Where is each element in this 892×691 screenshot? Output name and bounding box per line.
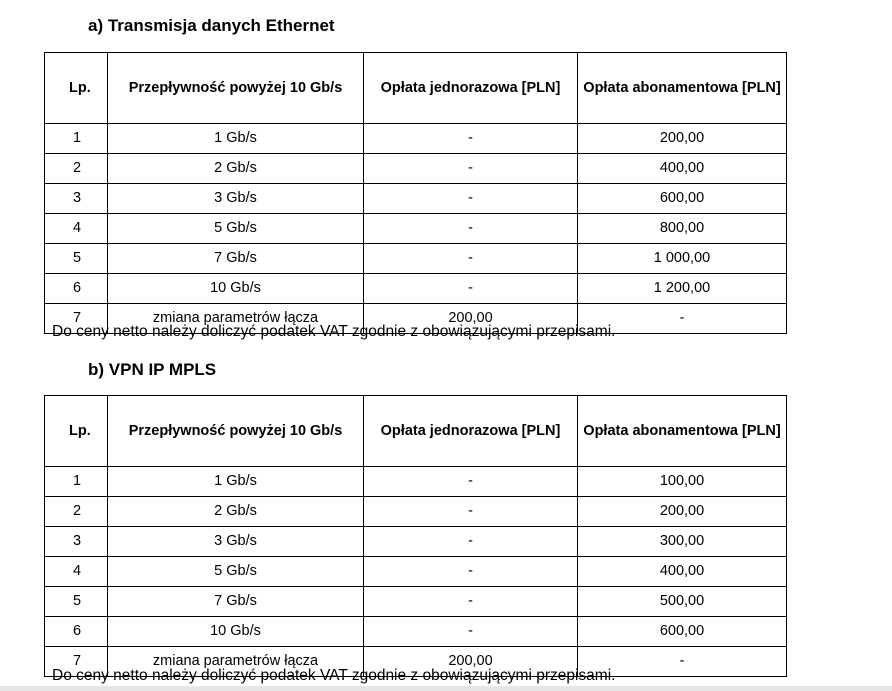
cell-one-time-fee: - xyxy=(364,467,578,497)
table-row xyxy=(45,527,787,557)
cell-lp: 7 xyxy=(45,647,108,677)
cell-speed: 7 Gb/s xyxy=(108,587,364,617)
header-speed: Przepływność powyżej 10 Gb/s xyxy=(108,53,364,124)
cell-subscription-fee: 200,00 xyxy=(578,124,787,154)
cell-lp: 1 xyxy=(45,124,108,154)
table-row xyxy=(45,154,787,184)
cell-lp: 2 xyxy=(45,154,108,184)
cell-one-time-fee: - xyxy=(364,124,578,154)
price-table-vpn xyxy=(44,395,787,677)
cell-one-time-fee: - xyxy=(364,557,578,587)
cell-one-time-fee: - xyxy=(364,587,578,617)
header-speed: Przepływność powyżej 10 Gb/s xyxy=(108,396,364,467)
table-header-row xyxy=(45,396,787,467)
header-one-time-fee: Opłata jednorazowa [PLN] xyxy=(364,53,578,124)
price-table-ethernet xyxy=(44,52,787,334)
cell-subscription-fee: 300,00 xyxy=(578,527,787,557)
cell-one-time-fee: - xyxy=(364,184,578,214)
table-row xyxy=(45,124,787,154)
table-row xyxy=(45,617,787,647)
cell-lp: 3 xyxy=(45,184,108,214)
cell-lp: 5 xyxy=(45,587,108,617)
cell-subscription-fee: 400,00 xyxy=(578,154,787,184)
cell-lp: 1 xyxy=(45,467,108,497)
cell-subscription-fee: 500,00 xyxy=(578,587,787,617)
cell-subscription-fee: 400,00 xyxy=(578,557,787,587)
header-subscription-fee: Opłata abonamentowa [PLN] xyxy=(578,396,787,467)
cell-lp: 5 xyxy=(45,244,108,274)
table-row xyxy=(45,557,787,587)
cell-speed: 3 Gb/s xyxy=(108,527,364,557)
cell-speed: 1 Gb/s xyxy=(108,467,364,497)
vat-note: Do ceny netto należy doliczyć podatek VAT zgodnie z obowiązującymi przepisami. xyxy=(52,323,616,340)
table-row xyxy=(45,274,787,304)
cell-subscription-fee: 100,00 xyxy=(578,467,787,497)
cell-subscription-fee: - xyxy=(578,304,787,334)
cell-one-time-fee: - xyxy=(364,497,578,527)
cell-speed: 7 Gb/s xyxy=(108,244,364,274)
table-row xyxy=(45,184,787,214)
cell-speed: 10 Gb/s xyxy=(108,617,364,647)
cell-subscription-fee: 1 200,00 xyxy=(578,274,787,304)
table-row xyxy=(45,214,787,244)
table-row xyxy=(45,467,787,497)
cell-lp: 7 xyxy=(45,304,108,334)
cell-subscription-fee: - xyxy=(578,647,787,677)
cell-lp: 3 xyxy=(45,527,108,557)
cell-speed: 3 Gb/s xyxy=(108,184,364,214)
cell-lp: 6 xyxy=(45,617,108,647)
cell-one-time-fee: 200,00 xyxy=(364,647,578,677)
table-header-row xyxy=(45,53,787,124)
cell-speed: 10 Gb/s xyxy=(108,274,364,304)
cell-one-time-fee: 200,00 xyxy=(364,304,578,334)
cell-speed: 5 Gb/s xyxy=(108,214,364,244)
cell-subscription-fee: 600,00 xyxy=(578,184,787,214)
cell-one-time-fee: - xyxy=(364,274,578,304)
cell-subscription-fee: 600,00 xyxy=(578,617,787,647)
cell-subscription-fee: 1 000,00 xyxy=(578,244,787,274)
cell-one-time-fee: - xyxy=(364,244,578,274)
cell-speed: 2 Gb/s xyxy=(108,154,364,184)
cell-lp: 4 xyxy=(45,557,108,587)
cell-subscription-fee: 200,00 xyxy=(578,497,787,527)
cell-lp: 2 xyxy=(45,497,108,527)
cell-speed: zmiana parametrów łącza xyxy=(108,304,364,334)
vat-note: Do ceny netto należy doliczyć podatek VAT zgodnie z obowiązującymi przepisami. xyxy=(52,667,616,684)
cell-lp: 4 xyxy=(45,214,108,244)
cell-speed: 2 Gb/s xyxy=(108,497,364,527)
page-bottom-edge xyxy=(0,686,892,691)
table-row xyxy=(45,244,787,274)
header-lp: Lp. xyxy=(45,53,108,124)
cell-lp: 6 xyxy=(45,274,108,304)
cell-one-time-fee: - xyxy=(364,527,578,557)
cell-one-time-fee: - xyxy=(364,617,578,647)
table-row xyxy=(45,587,787,617)
cell-subscription-fee: 800,00 xyxy=(578,214,787,244)
cell-one-time-fee: - xyxy=(364,214,578,244)
cell-one-time-fee: - xyxy=(364,154,578,184)
table-row xyxy=(45,497,787,527)
header-lp: Lp. xyxy=(45,396,108,467)
cell-speed: 1 Gb/s xyxy=(108,124,364,154)
section-title-vpn: b) VPN IP MPLS xyxy=(88,360,217,379)
cell-speed: 5 Gb/s xyxy=(108,557,364,587)
section-title-ethernet: a) Transmisja danych Ethernet xyxy=(88,16,335,35)
header-subscription-fee: Opłata abonamentowa [PLN] xyxy=(578,53,787,124)
cell-speed: zmiana parametrów łącza xyxy=(108,647,364,677)
header-one-time-fee: Opłata jednorazowa [PLN] xyxy=(364,396,578,467)
